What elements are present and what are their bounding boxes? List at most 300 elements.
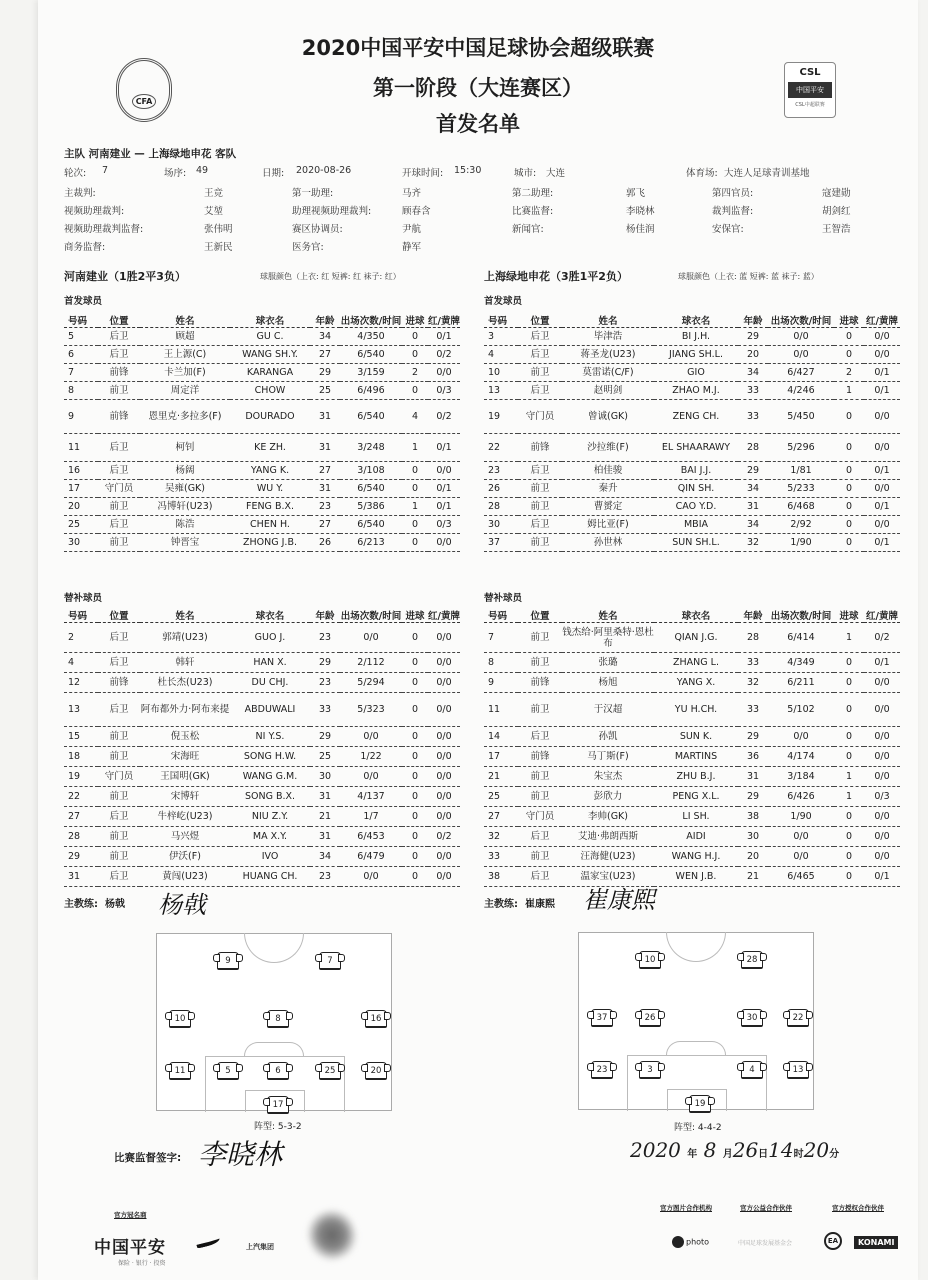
officials-grid: 主裁判: 王竞 第一助理: 马齐 第二助理: 郭飞 第四官员: 寇建勋 视频助理裁判: 艾堃 助理视频助理裁判: 顾春含 比赛监督: 李晓林 裁判监督: 胡剑红 视频助理裁判监督: 张伟明 赛区协调员: 尹航 新闻官: 杨佳润 安保官: 王智浩 商务监督: 王新民 医务官: 静军 <box>64 188 851 253</box>
cell-cards: 0/0 <box>428 693 460 727</box>
cell-position: 守门员 <box>518 400 562 434</box>
cell-apps-minutes: 0/0 <box>340 623 402 653</box>
cell-shirt-name: SUN SH.L. <box>654 534 738 552</box>
center-arc <box>666 932 726 962</box>
table-row <box>64 480 460 498</box>
cell-number: 28 <box>484 498 518 516</box>
cell-name: 朱宝杰 <box>562 767 654 787</box>
cell-name: 杨阔 <box>140 462 230 480</box>
table-row <box>64 787 460 807</box>
cell-goals: 1 <box>834 382 864 400</box>
cell-shirt-name: GUO J. <box>230 623 310 653</box>
cell-name: 顾超 <box>140 328 230 346</box>
cell-shirt-name: PENG X.L. <box>654 787 738 807</box>
cell-goals: 0 <box>834 434 864 462</box>
cell-age: 29 <box>310 364 340 382</box>
cell-apps-minutes: 1/81 <box>768 462 834 480</box>
cell-shirt-name: CAO Y.D. <box>654 498 738 516</box>
cell-position: 前卫 <box>518 480 562 498</box>
cell-goals: 0 <box>402 867 428 887</box>
cell-apps-minutes: 1/90 <box>768 534 834 552</box>
cell-position: 前锋 <box>518 434 562 462</box>
shirt-icon: 23 <box>591 1061 613 1079</box>
partner-label-photo: 官方图片合作机构 <box>660 1204 712 1212</box>
cell-apps-minutes: 5/294 <box>340 673 402 693</box>
table-row <box>484 673 900 693</box>
cell-apps-minutes: 4/246 <box>768 382 834 400</box>
cell-goals: 0 <box>834 516 864 534</box>
cell-shirt-name: MA X.Y. <box>230 827 310 847</box>
shirt-icon: 17 <box>267 1096 289 1114</box>
cell-cards: 0/1 <box>864 867 900 887</box>
cell-goals: 0 <box>834 498 864 516</box>
cell-goals: 0 <box>402 346 428 364</box>
cell-name: 赵明剑 <box>562 382 654 400</box>
cell-position: 前卫 <box>518 847 562 867</box>
cell-goals: 0 <box>834 827 864 847</box>
ping-an-tagline: 保险 · 银行 · 投资 <box>118 1260 166 1267</box>
table-row <box>64 673 460 693</box>
cell-number: 29 <box>64 847 98 867</box>
cell-name: 秦升 <box>562 480 654 498</box>
cell-number: 11 <box>64 434 98 462</box>
cell-cards: 0/0 <box>864 827 900 847</box>
cell-apps-minutes: 1/90 <box>768 807 834 827</box>
cell-name: 孙世林 <box>562 534 654 552</box>
table-row <box>64 727 460 747</box>
cell-name: 曾诚(GK) <box>562 400 654 434</box>
cell-number: 33 <box>484 847 518 867</box>
cell-name: 王国明(GK) <box>140 767 230 787</box>
cell-goals: 0 <box>834 673 864 693</box>
cell-apps-minutes: 0/0 <box>768 847 834 867</box>
cell-position: 后卫 <box>518 382 562 400</box>
cell-goals: 0 <box>402 673 428 693</box>
cell-name: 宋博轩 <box>140 787 230 807</box>
cell-name: 陈浩 <box>140 516 230 534</box>
cell-shirt-name: NI Y.S. <box>230 727 310 747</box>
cell-number: 12 <box>64 673 98 693</box>
cell-age: 32 <box>738 673 768 693</box>
cfa-logo-icon: CFA <box>116 58 172 122</box>
cell-name: 于汉超 <box>562 693 654 727</box>
cell-apps-minutes: 5/296 <box>768 434 834 462</box>
cell-number: 16 <box>64 462 98 480</box>
cell-number: 9 <box>484 673 518 693</box>
cell-shirt-name: BI J.H. <box>654 328 738 346</box>
cell-apps-minutes: 0/0 <box>768 328 834 346</box>
shirt-icon: 25 <box>319 1062 341 1080</box>
home-subs-table <box>64 608 460 887</box>
cell-apps-minutes: 4/349 <box>768 653 834 673</box>
cell-number: 26 <box>484 480 518 498</box>
cell-age: 33 <box>738 382 768 400</box>
cell-age: 23 <box>310 498 340 516</box>
cell-age: 29 <box>738 462 768 480</box>
cell-age: 28 <box>738 434 768 462</box>
cell-cards: 0/0 <box>428 747 460 767</box>
cell-goals: 0 <box>834 534 864 552</box>
shirt-icon: 5 <box>217 1062 239 1080</box>
shirt-icon: 26 <box>639 1009 661 1027</box>
cell-shirt-name: ZHAO M.J. <box>654 382 738 400</box>
table-row <box>64 623 460 653</box>
cell-shirt-name: KE ZH. <box>230 434 310 462</box>
shirt-icon: 3 <box>639 1061 661 1079</box>
cell-position: 后卫 <box>518 727 562 747</box>
cell-cards: 0/2 <box>428 346 460 364</box>
cell-cards: 0/0 <box>864 328 900 346</box>
cell-position: 后卫 <box>98 867 140 887</box>
cell-age: 25 <box>310 382 340 400</box>
cell-shirt-name: CHEN H. <box>230 516 310 534</box>
cell-goals: 4 <box>402 400 428 434</box>
cell-number: 23 <box>484 462 518 480</box>
cell-name: 黄闯(U23) <box>140 867 230 887</box>
cell-position: 前卫 <box>98 847 140 867</box>
cell-goals: 0 <box>402 328 428 346</box>
table-row <box>64 767 460 787</box>
cell-name: 倪玉松 <box>140 727 230 747</box>
cell-age: 34 <box>310 847 340 867</box>
cell-position: 前卫 <box>98 747 140 767</box>
home-starters-label: 首发球员 <box>64 296 103 307</box>
cell-apps-minutes: 5/323 <box>340 693 402 727</box>
table-row <box>64 807 460 827</box>
cell-goals: 0 <box>834 807 864 827</box>
cell-position: 后卫 <box>98 516 140 534</box>
partner-label-licensed: 官方授权合作伙伴 <box>832 1204 884 1212</box>
cell-position: 后卫 <box>98 653 140 673</box>
cell-cards: 0/0 <box>428 787 460 807</box>
table-row <box>484 498 900 516</box>
cell-name: 温家宝(U23) <box>562 867 654 887</box>
saic-logo: 上汽集团 <box>246 1243 274 1251</box>
cell-position: 前卫 <box>98 727 140 747</box>
shirt-icon: 30 <box>741 1009 763 1027</box>
cell-age: 31 <box>310 787 340 807</box>
cell-apps-minutes: 4/174 <box>768 747 834 767</box>
table-header: 号码 位置 姓名 球衣名 年龄 出场次数/时间 进球 红/黄牌 <box>484 313 900 328</box>
supervisor-signature-label: 比赛监督签字: <box>114 1152 182 1164</box>
center-arc <box>244 933 304 963</box>
shirt-icon: 28 <box>741 951 763 969</box>
shirt-icon: 4 <box>741 1061 763 1079</box>
cell-apps-minutes: 3/108 <box>340 462 402 480</box>
shirt-icon: 37 <box>591 1009 613 1027</box>
cell-goals: 0 <box>402 767 428 787</box>
cell-position: 守门员 <box>98 480 140 498</box>
cell-apps-minutes: 6/213 <box>340 534 402 552</box>
table-row <box>64 516 460 534</box>
cell-goals: 0 <box>402 827 428 847</box>
cell-number: 15 <box>64 727 98 747</box>
cell-name: 郭靖(U23) <box>140 623 230 653</box>
shirt-icon: 11 <box>169 1062 191 1080</box>
cell-cards: 0/0 <box>428 534 460 552</box>
cell-position: 后卫 <box>518 328 562 346</box>
cell-cards: 0/0 <box>864 747 900 767</box>
table-row <box>484 807 900 827</box>
cell-number: 25 <box>64 516 98 534</box>
cell-name: 柯钊 <box>140 434 230 462</box>
cell-position: 后卫 <box>518 867 562 887</box>
cell-cards: 0/2 <box>864 623 900 653</box>
cell-age: 27 <box>310 516 340 534</box>
cell-name: 孙凯 <box>562 727 654 747</box>
away-formation: 阵型: 4-4-2 <box>674 1123 722 1133</box>
table-row <box>64 364 460 382</box>
cell-shirt-name: YANG K. <box>230 462 310 480</box>
cell-cards: 0/1 <box>428 480 460 498</box>
cell-apps-minutes: 6/479 <box>340 847 402 867</box>
table-row <box>64 847 460 867</box>
signed-datetime: 2020 年 8 月26日14时20分 <box>630 1138 840 1162</box>
cell-name: 阿布都外力·阿布来提 <box>140 693 230 727</box>
cell-age: 34 <box>310 328 340 346</box>
cell-name: 蒋圣龙(U23) <box>562 346 654 364</box>
cell-cards: 0/0 <box>864 693 900 727</box>
cell-goals: 0 <box>402 653 428 673</box>
table-row <box>64 867 460 887</box>
table-row <box>484 364 900 382</box>
shirt-icon: 16 <box>365 1010 387 1028</box>
cell-name: 吴雍(GK) <box>140 480 230 498</box>
cell-number: 31 <box>64 867 98 887</box>
shirt-icon: 9 <box>217 952 239 970</box>
cell-number: 30 <box>64 534 98 552</box>
cell-shirt-name: QIAN J.G. <box>654 623 738 653</box>
cell-age: 31 <box>310 400 340 434</box>
cell-name: 周定洋 <box>140 382 230 400</box>
cell-number: 27 <box>484 807 518 827</box>
cell-age: 25 <box>310 747 340 767</box>
cell-shirt-name: DOURADO <box>230 400 310 434</box>
cell-name: 李帅(GK) <box>562 807 654 827</box>
cell-age: 29 <box>738 328 768 346</box>
cell-name: 艾迪·弗朗西斯 <box>562 827 654 847</box>
partner-label-charity: 官方公益合作伙伴 <box>740 1204 792 1212</box>
cell-goals: 0 <box>402 480 428 498</box>
cell-apps-minutes: 4/137 <box>340 787 402 807</box>
cell-number: 2 <box>64 623 98 653</box>
cell-goals: 0 <box>402 462 428 480</box>
cell-name: 宋海旺 <box>140 747 230 767</box>
cell-number: 8 <box>64 382 98 400</box>
cell-apps-minutes: 0/0 <box>340 767 402 787</box>
cell-cards: 0/1 <box>864 462 900 480</box>
cell-shirt-name: HAN X. <box>230 653 310 673</box>
cell-apps-minutes: 6/426 <box>768 787 834 807</box>
cell-goals: 0 <box>834 693 864 727</box>
cell-shirt-name: HUANG CH. <box>230 867 310 887</box>
cell-cards: 0/3 <box>864 787 900 807</box>
cell-position: 前卫 <box>518 787 562 807</box>
cell-shirt-name: YU H.CH. <box>654 693 738 727</box>
cell-shirt-name: QIN SH. <box>654 480 738 498</box>
home-subs-label: 替补球员 <box>64 593 103 604</box>
cell-position: 前锋 <box>98 364 140 382</box>
cell-cards: 0/1 <box>428 498 460 516</box>
table-row <box>484 516 900 534</box>
cell-number: 25 <box>484 787 518 807</box>
cell-cards: 0/0 <box>428 364 460 382</box>
table-row <box>64 434 460 462</box>
cell-age: 33 <box>738 400 768 434</box>
shirt-icon: 6 <box>267 1062 289 1080</box>
cell-name: 卡兰加(F) <box>140 364 230 382</box>
cell-goals: 0 <box>834 400 864 434</box>
cell-goals: 0 <box>402 516 428 534</box>
cell-name: 彭欣力 <box>562 787 654 807</box>
cell-name: 张璐 <box>562 653 654 673</box>
table-row <box>484 847 900 867</box>
cell-cards: 0/1 <box>428 328 460 346</box>
cell-cards: 0/0 <box>864 346 900 364</box>
cell-name: 钟晋宝 <box>140 534 230 552</box>
home-kit-colors: 球服颜色（上衣: 红 短裤: 红 袜子: 红） <box>260 272 401 281</box>
table-row <box>484 693 900 727</box>
shirt-icon: 19 <box>689 1095 711 1113</box>
shirt-icon: 13 <box>787 1061 809 1079</box>
cell-apps-minutes: 6/453 <box>340 827 402 847</box>
cell-position: 前卫 <box>98 787 140 807</box>
table-row <box>484 747 900 767</box>
home-starters-table <box>64 313 460 552</box>
stage-title: 第一阶段（大连赛区） <box>373 76 583 100</box>
cell-age: 27 <box>310 346 340 364</box>
cell-age: 31 <box>310 480 340 498</box>
cell-cards: 0/0 <box>428 767 460 787</box>
cell-number: 5 <box>64 328 98 346</box>
shirt-icon: 8 <box>267 1010 289 1028</box>
home-team-name: 河南建业（1胜2平3负） <box>64 270 186 283</box>
cell-position: 后卫 <box>518 346 562 364</box>
cell-name: 莫雷诺(C/F) <box>562 364 654 382</box>
cell-cards: 0/2 <box>428 400 460 434</box>
table-row <box>64 462 460 480</box>
cell-number: 13 <box>64 693 98 727</box>
cell-number: 19 <box>484 400 518 434</box>
cell-cards: 0/0 <box>864 400 900 434</box>
cell-shirt-name: SONG B.X. <box>230 787 310 807</box>
cell-shirt-name: ZENG CH. <box>654 400 738 434</box>
cell-cards: 0/1 <box>864 498 900 516</box>
charity-partner-logo: 中国足球发展基金会 <box>738 1240 793 1247</box>
cell-number: 7 <box>64 364 98 382</box>
cell-position: 后卫 <box>518 827 562 847</box>
table-row <box>484 787 900 807</box>
matchup: 主队 河南建业 — 上海绿地申花 客队 <box>64 148 237 160</box>
table-row <box>484 382 900 400</box>
cell-cards: 0/0 <box>864 727 900 747</box>
cell-apps-minutes: 5/386 <box>340 498 402 516</box>
konami-logo: KONAMI <box>854 1236 898 1249</box>
cell-shirt-name: WANG H.J. <box>654 847 738 867</box>
cell-goals: 0 <box>834 847 864 867</box>
cell-age: 31 <box>310 434 340 462</box>
cell-cards: 0/0 <box>864 807 900 827</box>
cell-number: 22 <box>64 787 98 807</box>
cell-position: 前卫 <box>518 364 562 382</box>
cell-age: 29 <box>738 727 768 747</box>
cell-shirt-name: BAI J.J. <box>654 462 738 480</box>
table-header: 号码 位置 姓名 球衣名 年龄 出场次数/时间 进球 红/黄牌 <box>64 313 460 328</box>
cell-goals: 0 <box>402 847 428 867</box>
cell-position: 前卫 <box>518 534 562 552</box>
cell-apps-minutes: 6/496 <box>340 382 402 400</box>
cell-name: 冯博轩(U23) <box>140 498 230 516</box>
cell-goals: 1 <box>834 623 864 653</box>
cell-shirt-name: ZHU B.J. <box>654 767 738 787</box>
cell-cards: 0/2 <box>428 827 460 847</box>
title-sponsor-label: 官方冠名商 <box>114 1211 147 1219</box>
shirt-icon: 7 <box>319 952 341 970</box>
away-kit-colors: 球服颜色（上衣: 蓝 短裤: 蓝 袜子: 蓝） <box>678 272 819 281</box>
cell-position: 前锋 <box>518 747 562 767</box>
cell-goals: 0 <box>834 747 864 767</box>
cell-name: 姆比亚(F) <box>562 516 654 534</box>
cell-cards: 0/1 <box>864 534 900 552</box>
table-row <box>64 653 460 673</box>
cell-shirt-name: KARANGA <box>230 364 310 382</box>
cell-goals: 1 <box>834 767 864 787</box>
cell-goals: 0 <box>834 653 864 673</box>
cell-shirt-name: ABDUWALI <box>230 693 310 727</box>
cell-apps-minutes: 6/468 <box>768 498 834 516</box>
cell-goals: 0 <box>402 747 428 767</box>
cell-age: 21 <box>310 807 340 827</box>
cell-cards: 0/0 <box>428 673 460 693</box>
cell-age: 23 <box>310 673 340 693</box>
cell-shirt-name: AIDI <box>654 827 738 847</box>
cell-cards: 0/0 <box>428 807 460 827</box>
cell-position: 后卫 <box>98 807 140 827</box>
table-row <box>484 653 900 673</box>
cell-goals: 1 <box>402 434 428 462</box>
cell-number: 18 <box>64 747 98 767</box>
cell-cards: 0/3 <box>428 382 460 400</box>
cell-shirt-name: GIO <box>654 364 738 382</box>
cell-shirt-name: IVO <box>230 847 310 867</box>
cell-name: 杨旭 <box>562 673 654 693</box>
lineup-sheet: CFA 2020中国平安中国足球协会超级联赛 第一阶段（大连赛区） 首发名单 CSL 中国平安 CSL中超联赛 主队 河南建业 — 上海绿地申花 客队 轮次: 7 场序: 49 日期: 2020-08-26 开球时间: 15:30 城市: 大连 体育场: 大连人足球青训基地 主裁判: 王竞 第一助理: 马齐 第二助理: 郭飞 第四官员: 寇建勋 视频助理裁判: 艾堃 助理视频助理裁判: 顾春含 比赛监督: 李晓林 裁判监督: 胡剑红 视频助理裁判监督: 张伟明 赛区协调员: 尹航 新闻官: 杨佳润 安保官: 王智浩 商务监督: 王新民 医务官: 静军 河南建业（1胜2平3负） 球服颜色（上衣: 红 短裤: 红 袜子: 红） 上海绿地申花（3胜1平2负） 球服颜色（上衣: 蓝 短裤: 蓝 袜子: 蓝） 首发球员 首发球员 号码 位置 姓名 球衣名 年龄 出场次数/时间 进球 红/黄牌 5 后卫 顾超 GU C. 34 4/350 0 0/1 6 后卫 王上源(C) WANG SH.Y. 27 6/540 0 0/2 7 前锋 卡兰加(F) KARANGA 29 3/159 2 0/0 8 前卫 周定洋 CHOW 25 6/496 0 0/3 9 前锋 恩里克·多拉多(F) DOURADO 31 6/540 4 0/2 11 后卫 柯钊 KE ZH. 31 3/248 1 0/1 16 后卫 杨阔 YANG K. 27 3/108 0 0/0 17 守门员 吴雍(GK) WU Y. 31 6/540 0 0/1 20 前卫 冯博轩(U23) FENG B.X. 23 5/386 1 0/1 25 后卫 陈浩 CHEN H. 27 6/540 0 0/3 30 前卫 钟晋宝 ZHONG J.B. 26 6/213 0 0/0 号码 位置 姓名 球衣名 年龄 出场次数/时间 进球 红/黄牌 3 后卫 毕津浩 BI J.H. 29 0/0 0 0/0 4 后卫 蒋圣龙(U23) JIANG SH.L. 20 0/0 0 0/0 10 前卫 莫雷诺(C/F) GIO 34 6/427 2 0/1 13 后卫 赵明剑 ZHAO M.J. 33 4/246 1 0/1 19 守门员 曾诚(GK) ZENG CH. 33 5/450 0 0/0 22 前锋 沙拉维(F) EL SHAARAWY 28 5/296 0 0/0 23 后卫 柏佳骏 BAI J.J. 29 1/81 0 0/1 26 前卫 秦升 QIN SH. 34 5/233 0 0/0 28 前卫 曹赟定 CAO Y.D. 31 6/468 0 0/1 30 后卫 姆比亚(F) MBIA 34 2/92 0 0/0 37 前卫 孙世林 SUN SH.L. 32 1/90 0 0/1 替补球员 替补球员 号码 位置 姓名 球衣名 年龄 出场次数/时间 进球 红/黄牌 2 后卫 郭靖(U23) GUO J. 23 0/0 0 0/0 4 后卫 韩轩 HAN X. 29 2/112 0 0/0 12 前锋 杜长杰(U23) DU CHJ. 23 5/294 0 0/0 13 后卫 阿布都外力·阿布来提 ABDUWALI 33 5/323 0 0/0 15 前卫 倪玉松 NI Y.S. 29 0/0 0 0/0 18 前卫 宋海旺 SONG H.W. 25 1/22 0 0/0 19 守门员 王国明(GK) WANG G.M. 30 0/0 0 0/0 22 前卫 宋博轩 SONG B.X. 31 4/137 0 0/0 27 后卫 牛梓屹(U23) NIU Z.Y. 21 1/7 0 0/0 28 前卫 马兴煜 MA X.Y. 31 6/453 0 0/2 29 前卫 伊沃(F) IVO 34 6/479 0 0/0 31 后卫 黄闯(U23) HUANG CH. 23 0/0 0 0/0 号码 位置 姓名 球衣名 年龄 出场次数/时间 进球 红/黄牌 7 前卫 钱杰给·阿里桑特·恩杜布 QIAN J.G. 28 6/414 1 0/2 8 前卫 张璐 ZHANG L. 33 4/349 0 0/1 9 前锋 杨旭 YANG X. 32 6/211 0 0/0 11 前卫 于汉超 YU H.CH. 33 5/102 0 0/0 14 后卫 孙凯 SUN K. 29 0/0 0 0/0 17 前锋 马丁斯(F) MARTINS 36 4/174 0 0/0 21 前卫 朱宝杰 ZHU B.J. 31 3/184 1 0/0 25 前卫 彭欣力 PENG X.L. 29 6/426 1 0/3 27 守门员 李帅(GK) LI SH. 38 1/90 0 0/0 32 后卫 艾迪·弗朗西斯 AIDI 30 0/0 0 0/0 33 前卫 汪海健(U23) WANG H.J. 20 0/0 0 0/0 38 后卫 温家宝(U23) WEN J.B. 21 6/465 0 0/1 主教练: 杨戟 杨戟 主教练: 崔康熙 崔康熙 9 7 10 8 16 11 5 6 25 20 17 阵型: 5-3-2 10 28 37 26 30 22 23 3 4 13 19 阵型: 4-4-2 比赛监督签字: 李晓林 2020 年 8 月26日14时20分 官方冠名商 中国平安 保险 · 银行 · 投资 上汽集团 官方图片合作机构 官方公益合作伙伴 官方授权合作伙伴 photo 中国足球发展基金会 EA KONAMI <box>38 0 918 1280</box>
table-row <box>484 727 900 747</box>
cell-shirt-name: WU Y. <box>230 480 310 498</box>
cell-number: 8 <box>484 653 518 673</box>
csl-logo-icon: CSL 中国平安 CSL中超联赛 <box>784 62 836 118</box>
cell-apps-minutes: 5/450 <box>768 400 834 434</box>
cell-apps-minutes: 2/112 <box>340 653 402 673</box>
cell-number: 20 <box>64 498 98 516</box>
cell-shirt-name: ZHANG L. <box>654 653 738 673</box>
cell-apps-minutes: 6/465 <box>768 867 834 887</box>
cell-position: 守门员 <box>98 767 140 787</box>
cell-age: 33 <box>738 653 768 673</box>
cell-goals: 2 <box>834 364 864 382</box>
cell-apps-minutes: 6/540 <box>340 480 402 498</box>
cell-number: 14 <box>484 727 518 747</box>
cell-position: 前锋 <box>98 400 140 434</box>
cell-cards: 0/0 <box>864 516 900 534</box>
cell-position: 前卫 <box>518 767 562 787</box>
sheet-title: 首发名单 <box>436 112 520 136</box>
cell-goals: 0 <box>402 534 428 552</box>
cell-age: 32 <box>738 534 768 552</box>
table-row <box>484 434 900 462</box>
cell-goals: 0 <box>402 727 428 747</box>
table-header: 号码 位置 姓名 球衣名 年龄 出场次数/时间 进球 红/黄牌 <box>484 608 900 623</box>
